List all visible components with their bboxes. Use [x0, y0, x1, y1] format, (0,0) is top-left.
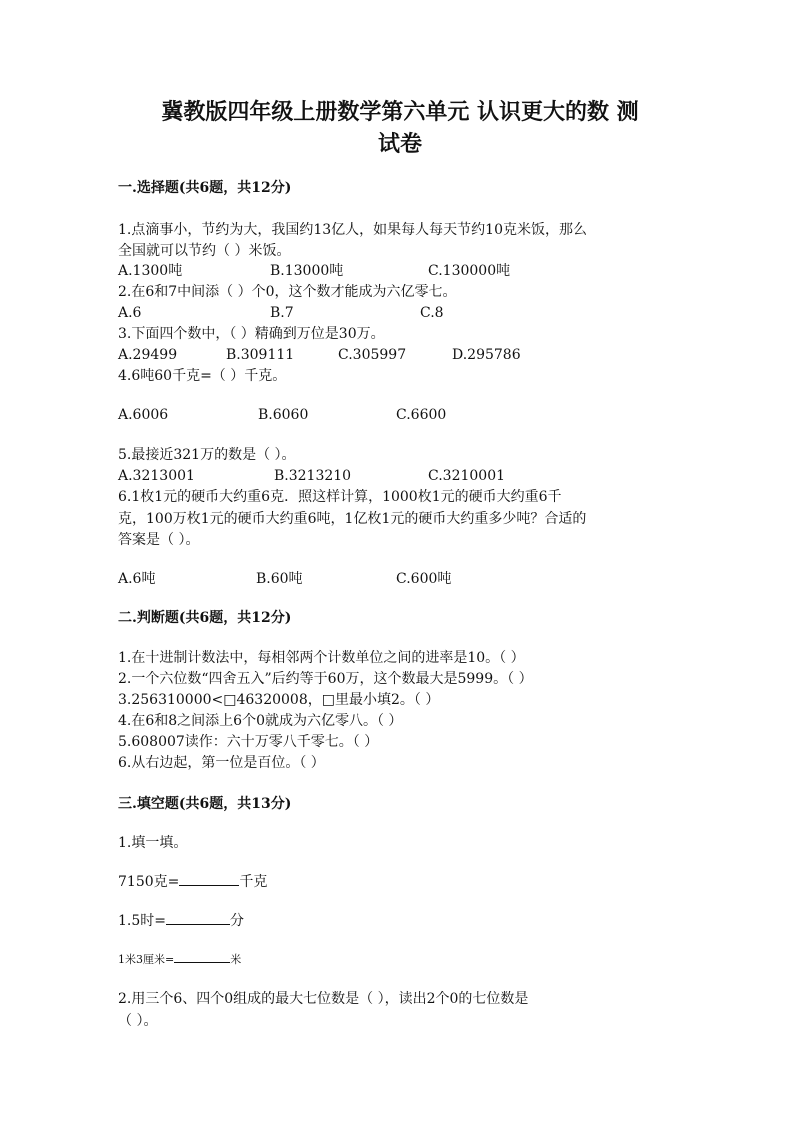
- q2-option-b: B.7: [270, 305, 294, 321]
- fill-q1-part-2-post: 分: [230, 913, 244, 929]
- fill-q1-part-3-post: 米: [230, 953, 242, 966]
- judge-item-6: 6.从右边起，第一位是百位。（ ）: [118, 755, 325, 771]
- q5-option-b: B.3213210: [274, 468, 352, 484]
- section-judge-header: 二.判断题(共6题，共12分): [118, 610, 292, 626]
- q3-option-d: D.295786: [452, 347, 521, 363]
- fill-q1-part-1-post: 千克: [239, 874, 268, 890]
- q6-text-line-2: 克，100万枚1元的硬币大约重6吨，1亿枚1元的硬币大约重多少吨？合适的: [118, 511, 587, 527]
- q6-text-line-3: 答案是（ ）。: [118, 532, 200, 548]
- fill-q1-label: 1.填一填。: [118, 835, 188, 851]
- page-title-line-2: 试卷: [377, 131, 422, 157]
- q1-option-a: A.1300吨: [118, 263, 183, 279]
- q3-text: 3.下面四个数中，（ ）精确到万位是30万。: [118, 326, 385, 342]
- fill-q1-part-1: [118, 872, 267, 892]
- judge-item-3: 3.256310000<□46320008，□里最小填2。（ ）: [118, 692, 440, 708]
- q5-option-a: A.3213001: [118, 468, 195, 484]
- q1-option-c: C.130000吨: [428, 263, 511, 279]
- judge-item-1: 1.在十进制计数法中，每相邻两个计数单位之间的进率是10。（ ）: [118, 650, 525, 666]
- fill-q1-part-1-pre: 7150克=: [118, 874, 180, 890]
- q6-option-b: B.60吨: [256, 571, 303, 587]
- answer-blank[interactable]: [166, 912, 230, 925]
- q1-text-line-2: 全国就可以节约（ ）米饭。: [118, 243, 291, 259]
- fill-q1-part-2: [118, 911, 244, 931]
- q4-option-a: A.6006: [118, 407, 169, 423]
- q5-text: 5.最接近321万的数是（ ）。: [118, 447, 296, 463]
- q1-text-line-1: 1.点滴事小，节约为大，我国约13亿人，如果每人每天节约10克米饭，那么: [118, 222, 587, 238]
- q6-option-a: A.6吨: [118, 571, 156, 587]
- fill-q1-part-3-pre: 1米3厘米=: [118, 953, 175, 966]
- q3-option-b: B.309111: [226, 347, 295, 363]
- q2-option-c: C.8: [420, 305, 444, 321]
- fill-q2-line-2: （ ）。: [118, 1013, 158, 1029]
- q4-option-b: B.6060: [258, 407, 309, 423]
- q1-option-b: B.13000吨: [270, 263, 344, 279]
- judge-item-2: 2.一个六位数“四舍五入”后约等于60万，这个数最大是5999。（ ）: [118, 671, 533, 687]
- q3-option-a: A.29499: [118, 347, 178, 363]
- judge-item-4: 4.在6和8之间添上6个0就成为六亿零八。（ ）: [118, 713, 403, 729]
- q6-option-c: C.600吨: [396, 571, 452, 587]
- judge-item-5: 5.608007读作：六十万零八千零七。（ ）: [118, 734, 379, 750]
- q4-option-c: C.6600: [396, 407, 447, 423]
- fill-q1-part-2-pre: 1.5时=: [118, 913, 166, 929]
- fill-q1-part-3: [118, 950, 241, 970]
- answer-blank[interactable]: [179, 873, 239, 886]
- section-choice-header: 一.选择题(共6题，共12分): [118, 180, 292, 196]
- page-title-line-1: 冀教版四年级上册数学第六单元 认识更大的数 测: [161, 99, 639, 125]
- q5-option-c: C.3210001: [428, 468, 506, 484]
- answer-blank[interactable]: [174, 952, 230, 963]
- q3-option-c: C.305997: [338, 347, 407, 363]
- section-fill-header: 三.填空题(共6题，共13分): [118, 796, 292, 812]
- fill-q2-line-1: 2.用三个6、四个0组成的最大七位数是（ ），读出2个0的七位数是: [118, 991, 529, 1007]
- q6-text-line-1: 6.1枚1元的硬币大约重6克．照这样计算，1000枚1元的硬币大约重6千: [118, 489, 562, 505]
- q2-option-a: A.6: [118, 305, 142, 321]
- q4-text: 4.6吨60千克=（ ）千克。: [118, 368, 287, 384]
- q2-text: 2.在6和7中间添（ ）个0，这个数才能成为六亿零七。: [118, 284, 457, 300]
